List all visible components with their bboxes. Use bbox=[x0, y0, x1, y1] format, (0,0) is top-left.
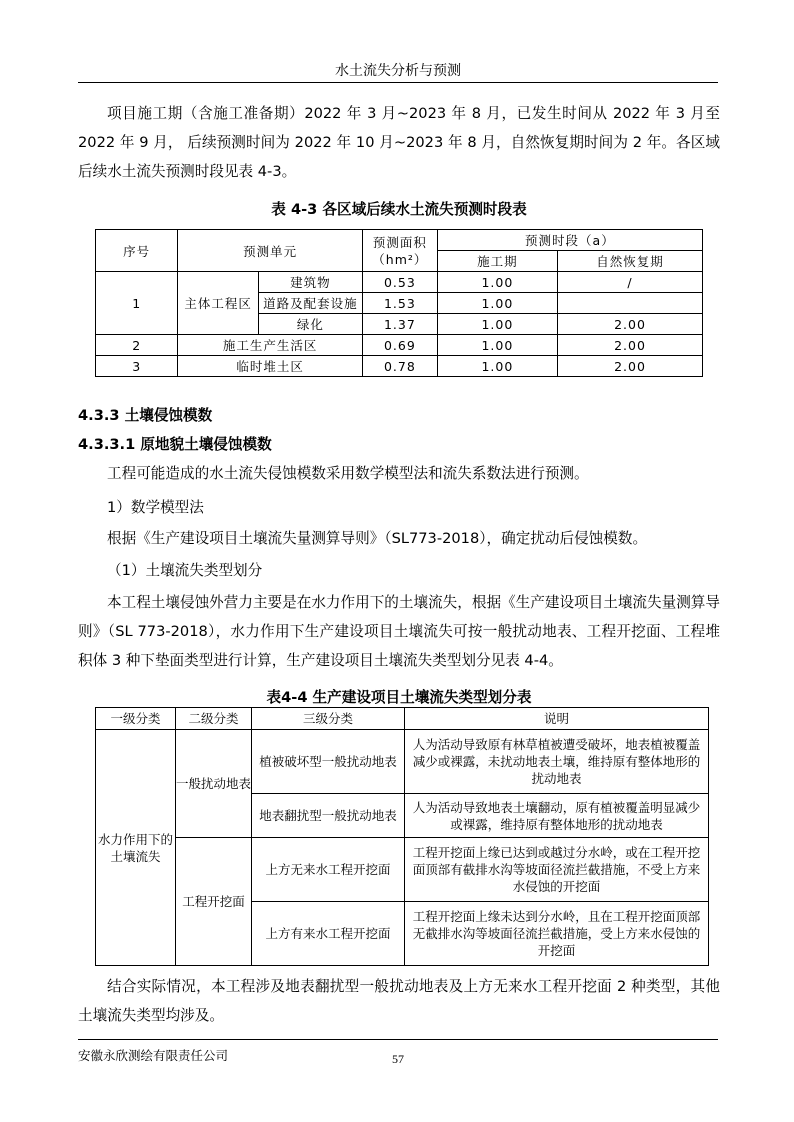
cell-level3: 上方有来水工程开挖面 bbox=[252, 902, 405, 966]
th-area bbox=[362, 230, 437, 272]
cell-level3: 植被破坏型一般扰动地表 bbox=[252, 730, 405, 794]
table-row bbox=[96, 838, 709, 902]
table-4-3 bbox=[95, 229, 703, 377]
paragraph-conclusion: 结合实际情况，本工程涉及地表翻扰型一般扰动地表及上方无来水工程开挖面 2 种类型，其他土壤流失类型均涉及。 bbox=[78, 978, 720, 1024]
cell-area: 0.53 bbox=[362, 272, 437, 293]
section-heading-4-3-3-1: 4.3.3.1 原地貌土壤侵蚀模数 bbox=[78, 436, 272, 453]
cell-zone: 施工生产生活区 bbox=[178, 335, 363, 356]
cell-construction: 1.00 bbox=[437, 356, 557, 377]
cell-zone: 临时堆土区 bbox=[178, 356, 363, 377]
cell-zone: 主体工程区 bbox=[178, 272, 258, 335]
cell-construction: 1.00 bbox=[437, 335, 557, 356]
cell-description: 人为活动导致原有林草植被遭受破坏，地表植被覆盖减少或裸露，未扰动地表土壤，维持原有整体地形的扰动地表 bbox=[405, 730, 709, 794]
table-row bbox=[96, 272, 703, 293]
cell-area: 0.78 bbox=[362, 356, 437, 377]
cell-description: 工程开挖面上缘已达到或越过分水岭，或在工程开挖面顶部有截排水沟等坡面径流拦截措施，不受上方来水侵蚀的开挖面 bbox=[405, 838, 709, 902]
cell-no: 2 bbox=[96, 335, 178, 356]
th-period: 预测时段（a） bbox=[437, 230, 702, 251]
cell-level2: 工程开挖面 bbox=[176, 838, 252, 966]
paragraph-standard: 根据《生产建设项目土壤流失量测算导则》（SL773-2018），确定扰动后侵蚀模数。 bbox=[107, 530, 648, 547]
cell-recovery: 2.00 bbox=[557, 356, 702, 377]
th-recovery: 自然恢复期 bbox=[557, 251, 702, 272]
cell-area: 1.53 bbox=[362, 293, 437, 314]
paragraph-model-title: 1）数学模型法 bbox=[107, 499, 204, 516]
table-4-3-caption: 表 4-3 各区域后续水土流失预测时段表 bbox=[271, 201, 527, 218]
cell-construction: 1.00 bbox=[437, 293, 557, 314]
th-description: 说明 bbox=[405, 708, 709, 730]
paragraph-erosion: 本工程土壤侵蚀外营力主要是在水力作用下的土壤流失，根据《生产建设项目土壤流失量测算导则》（SL 773-2018），水力作用下生产建设项目土壤流失可按一般扰动地表、工程开挖面、工程堆积体 3 种下垫面类型进行计算，生产建设项目土壤流失类型划分见表 4-4。 bbox=[78, 594, 720, 669]
cell-level3: 地表翻扰型一般扰动地表 bbox=[252, 794, 405, 838]
cell-description: 工程开挖面上缘未达到分水岭，且在工程开挖面顶部无截排水沟等坡面径流拦截措施，受上方来水侵蚀的开挖面 bbox=[405, 902, 709, 966]
cell-construction: 1.00 bbox=[437, 314, 557, 335]
cell-level2: 一般扰动地表 bbox=[176, 730, 252, 838]
th-level1: 一级分类 bbox=[96, 708, 176, 730]
cell-area: 1.37 bbox=[362, 314, 437, 335]
footer-rule bbox=[78, 1039, 718, 1040]
cell-sub: 道路及配套设施 bbox=[258, 293, 362, 314]
page-number: 57 bbox=[392, 1052, 404, 1066]
cell-recovery: 2.00 bbox=[557, 335, 702, 356]
th-area-label: 预测面积 bbox=[372, 234, 427, 250]
cell-recovery bbox=[557, 293, 702, 314]
cell-construction: 1.00 bbox=[437, 272, 557, 293]
cell-level3: 上方无来水工程开挖面 bbox=[252, 838, 405, 902]
table-4-4 bbox=[95, 707, 709, 966]
th-level2: 二级分类 bbox=[176, 708, 252, 730]
cell-sub: 建筑物 bbox=[258, 272, 362, 293]
th-no: 序号 bbox=[96, 230, 178, 272]
cell-recovery: 2.00 bbox=[557, 314, 702, 335]
cell-no: 3 bbox=[96, 356, 178, 377]
table-row bbox=[96, 335, 703, 356]
paragraph-method: 工程可能造成的水土流失侵蚀模数采用数学模型法和流失系数法进行预测。 bbox=[107, 465, 589, 482]
table-row bbox=[96, 356, 703, 377]
header-rule bbox=[78, 82, 718, 83]
paragraph-type-title: （1）土壤流失类型划分 bbox=[107, 562, 263, 579]
cell-sub: 绿化 bbox=[258, 314, 362, 335]
th-area-unit: （hm²） bbox=[372, 251, 428, 267]
cell-recovery: / bbox=[557, 272, 702, 293]
cell-description: 人为活动导致地表土壤翻动，原有植被覆盖明显减少或裸露，维持原有整体地形的扰动地表 bbox=[405, 794, 709, 838]
th-construction: 施工期 bbox=[437, 251, 557, 272]
cell-no: 1 bbox=[96, 272, 178, 335]
table-4-4-caption: 表4-4 生产建设项目土壤流失类型划分表 bbox=[266, 689, 532, 706]
section-heading-4-3-3: 4.3.3 土壤侵蚀模数 bbox=[78, 407, 213, 424]
footer-company: 安徽永欣测绘有限责任公司 bbox=[78, 1048, 229, 1063]
th-unit: 预测单元 bbox=[178, 230, 363, 272]
paragraph-schedule: 项目施工期（含施工准备期）2022 年 3 月~2023 年 8 月，已发生时间从 2022 年 3 月至 2022 年 9 月， 后续预测时间为 2022 年 10 月~2023 年 8 月，自然恢复期时间为 2 年。各区域后续水土流失预测时段见表 4-3。 bbox=[78, 105, 720, 180]
cell-level1: 水力作用下的土壤流失 bbox=[96, 730, 176, 966]
th-level3: 三级分类 bbox=[252, 708, 405, 730]
cell-area: 0.69 bbox=[362, 335, 437, 356]
table-row bbox=[96, 730, 709, 794]
page-header-title: 水土流失分析与预测 bbox=[335, 63, 461, 79]
